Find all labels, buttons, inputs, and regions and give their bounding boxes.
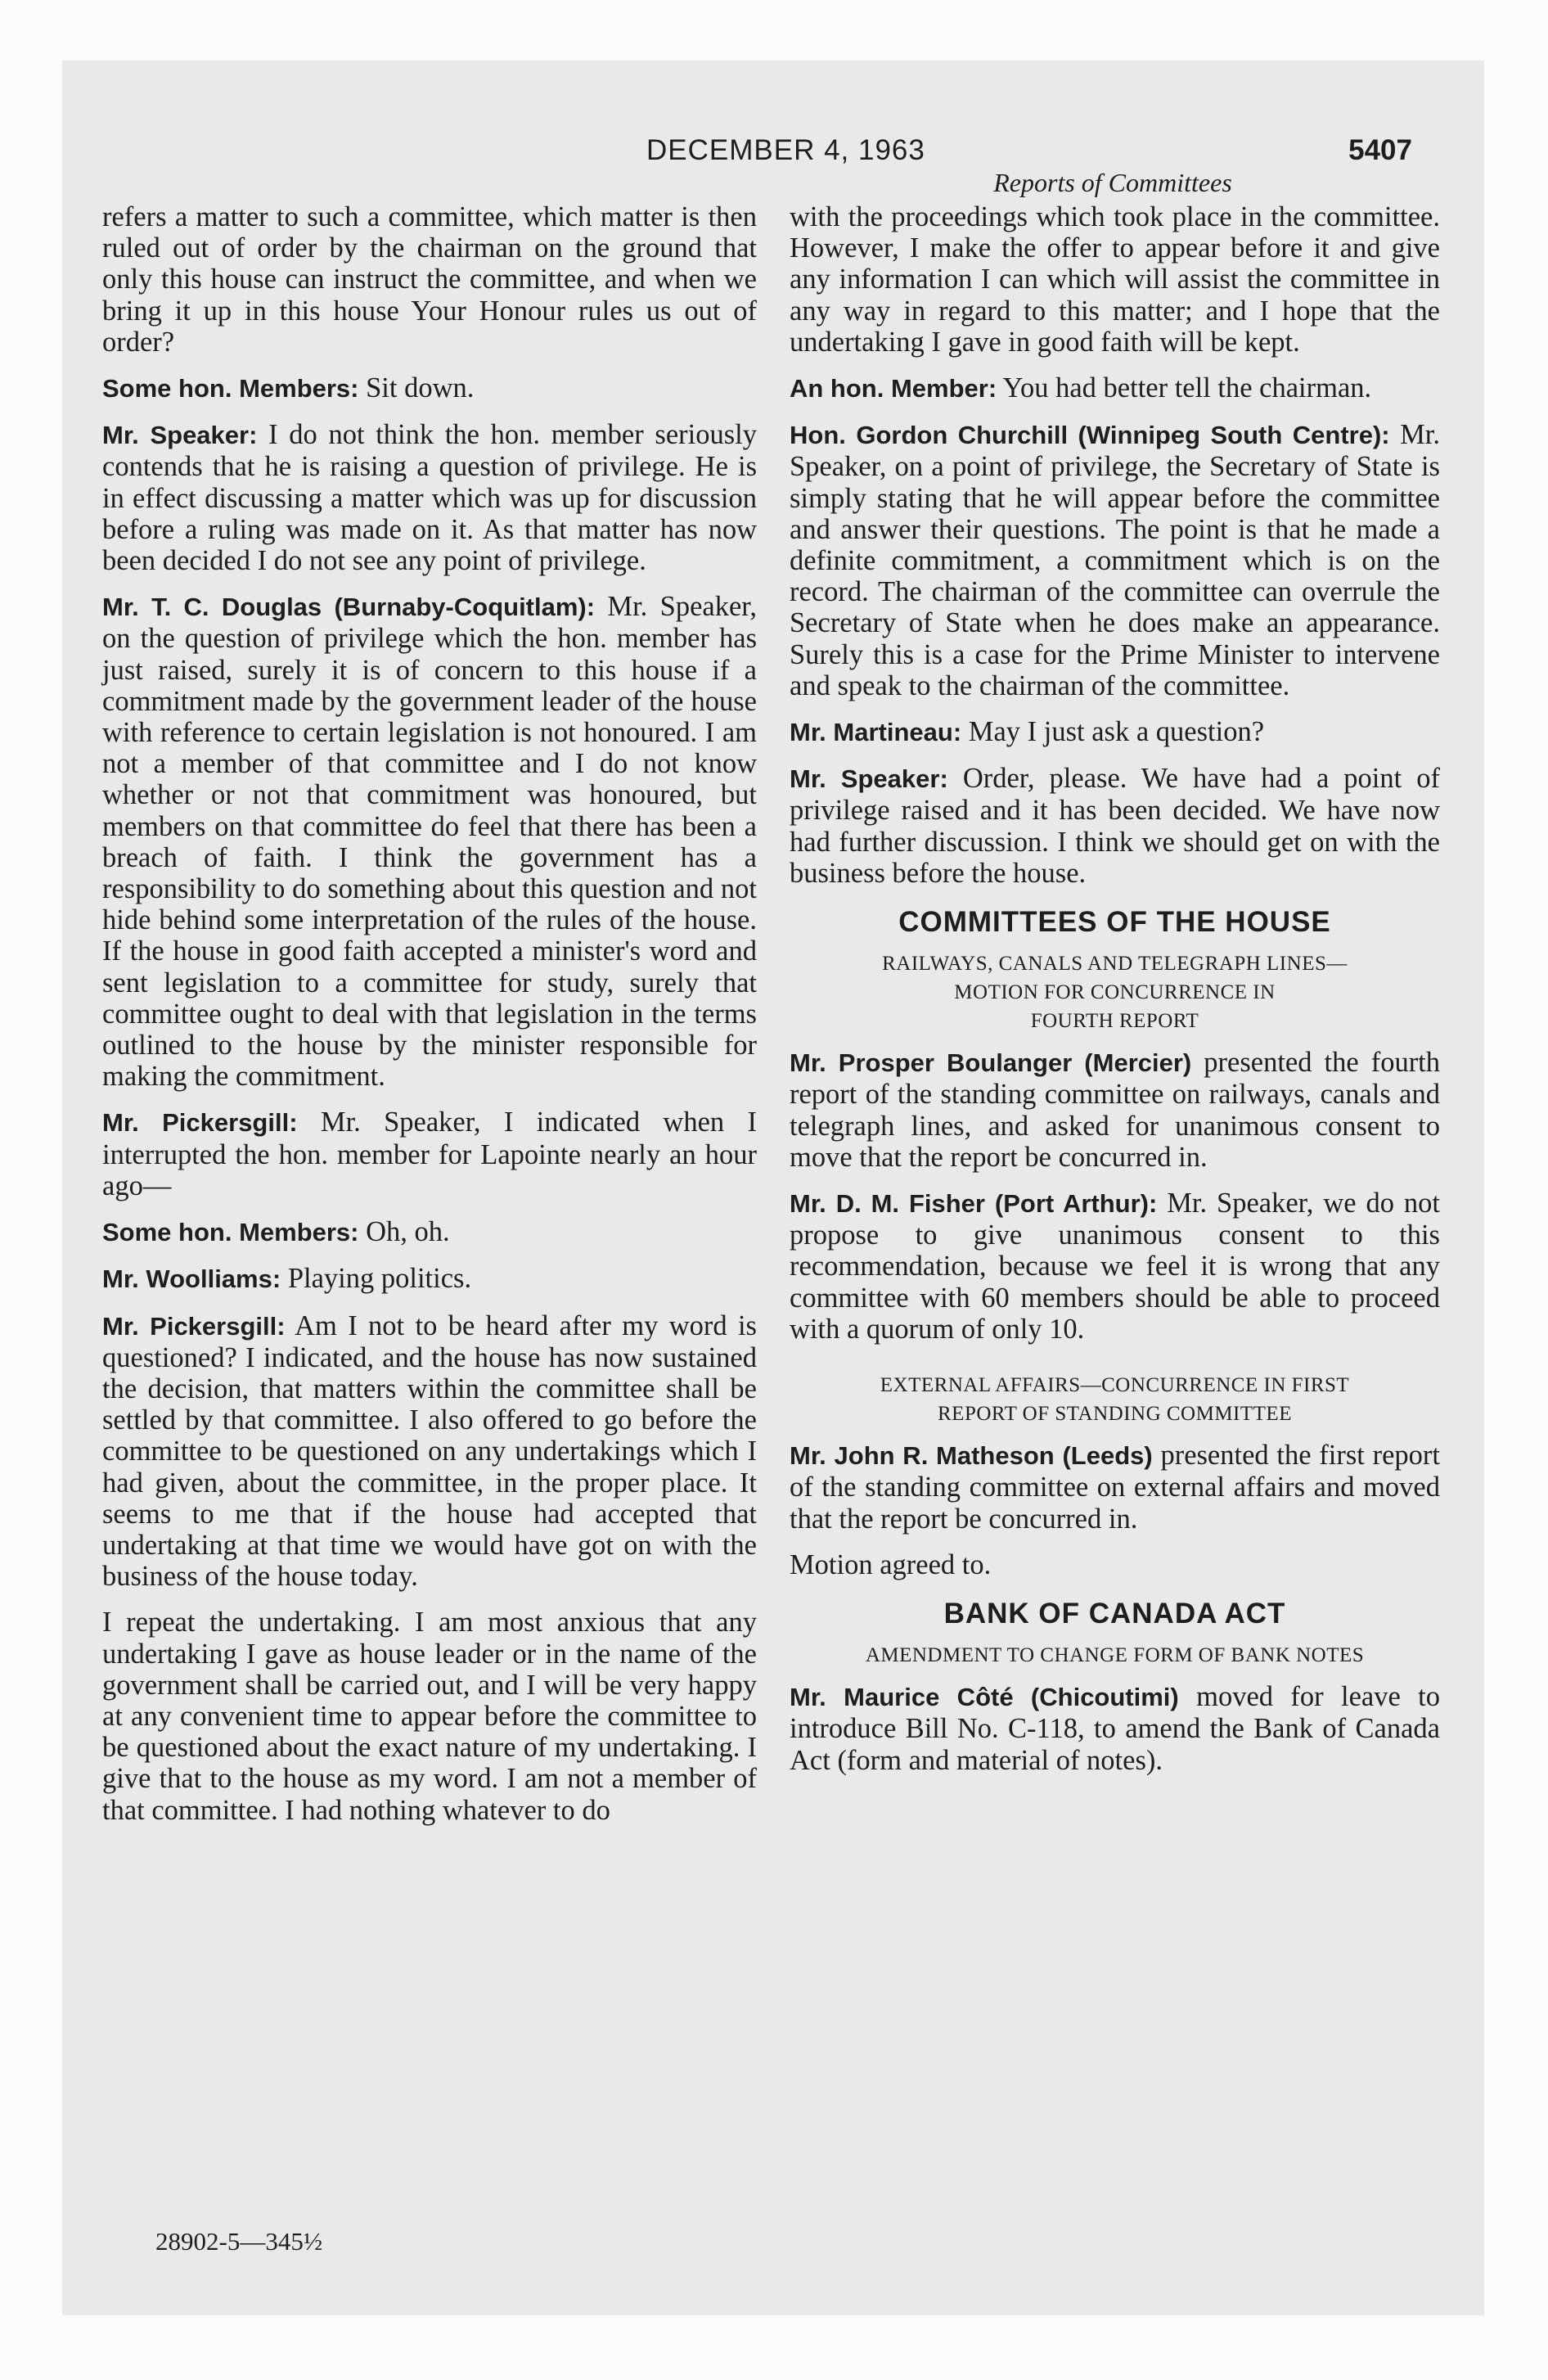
speaker-name: Mr. John R. Matheson (Leeds) xyxy=(790,1441,1153,1471)
header-date: DECEMBER 4, 1963 xyxy=(646,134,925,166)
paragraph xyxy=(102,1310,757,1593)
paragraph xyxy=(102,201,757,358)
paragraph-text: Mr. Speaker, on a point of privilege, the Secretary of State is simply stating that he will appear before the committee and answer their questions. The point is that he made a definite commitment, a commitment which is on the record. The chairman of the committee can overrule the Secretary of State when he does make an appearance. Surely this is a case for the Prime Minister to intervene and speak to the chairman of the committee. xyxy=(790,419,1440,701)
bank-notes-subheading xyxy=(790,1641,1440,1670)
speaker-name: Mr. Martineau: xyxy=(790,718,962,747)
paragraph-text: with the proceedings which took place in the committee. However, I make the offer to appear before it and give any information I can which will assist the committee in any way in regard to this matter; and I hope that the undertaking I gave in good faith will be kept. xyxy=(790,201,1440,358)
committees-heading: COMMITTEES OF THE HOUSE xyxy=(898,906,1331,939)
paragraph xyxy=(790,1047,1440,1173)
paragraph-text: Mr. Speaker, I indicated when I interrupted the hon. member for Lapointe nearly an hour ago— xyxy=(102,1107,757,1201)
speaker-name: Hon. Gordon Churchill (Winnipeg South Centre): xyxy=(790,421,1390,450)
speaker-name: Some hon. Members: xyxy=(102,1218,359,1247)
paragraph-text: presented the fourth report of the standing committee on railways, canals and telegraph lines, and asked for unanimous consent to move that the report be concurred in. xyxy=(790,1047,1441,1173)
subheading-line: EXTERNAL AFFAIRS—CONCURRENCE IN FIRST xyxy=(880,1374,1350,1397)
subheading-line: RAILWAYS, CANALS AND TELEGRAPH LINES— xyxy=(882,953,1348,976)
railways-subheading xyxy=(790,949,1440,1035)
paragraph-text: refers a matter to such a committee, which matter is then ruled out of order by the chairman on the ground that only this house can instruct the committee, and when we bring it up in this house Your Honour rules us out of order? xyxy=(102,201,757,358)
subheading-line: FOURTH REPORT xyxy=(1030,1010,1199,1033)
paragraph-text: Mr. Speaker, we do not propose to give unanimous consent to this recommendation, because we feel it is wrong that any committee with 60 members should be able to proceed with a quorum of only 10. xyxy=(790,1188,1440,1345)
speaker-name: Mr. Speaker: xyxy=(790,764,948,794)
paragraph-text: Oh, oh. xyxy=(366,1216,450,1248)
external-affairs-subheading xyxy=(790,1371,1440,1428)
subheading-line: MOTION FOR CONCURRENCE IN xyxy=(954,981,1276,1004)
page-number: 5407 xyxy=(1348,134,1412,166)
page-header xyxy=(0,134,1548,167)
subheading-line: AMENDMENT TO CHANGE FORM OF BANK NOTES xyxy=(865,1644,1365,1667)
paragraph-text: Sit down. xyxy=(366,372,475,404)
speaker-name: Mr. T. C. Douglas (Burnaby-Coquitlam): xyxy=(102,593,596,622)
speaker-name: Some hon. Members: xyxy=(102,374,359,403)
section-title: Reports of Committees xyxy=(993,168,1232,197)
paragraph xyxy=(790,201,1440,358)
paragraph-text: Order, please. We have had a point of privilege raised and it has been decided. We have now had further discussion. I think we should get on with the business before the house. xyxy=(790,763,1440,889)
paragraph xyxy=(790,372,1440,404)
paragraph xyxy=(790,1681,1440,1776)
paragraph-text: May I just ask a question? xyxy=(968,716,1265,748)
paragraph xyxy=(102,419,757,576)
paragraph-text: Playing politics. xyxy=(287,1263,472,1295)
paragraph-text: Am I not to be heard after my word is questioned? I indicated, and the house has now sustained the decision, that matters within the committee shall be settled by that committee. I also offered to go before the committee to be questioned on any undertakings which I had given, about the committee, in the proper place. It seems to me that if the house had accepted that undertaking at that time we would have got on with the business of the house today. xyxy=(102,1309,757,1593)
paragraph xyxy=(790,716,1440,748)
paragraph xyxy=(102,1107,757,1201)
right-column xyxy=(790,201,1440,1791)
bank-act-heading: BANK OF CANADA ACT xyxy=(943,1597,1286,1629)
paragraph-text: presented the first report of the standing committee on external affairs and moved that the report be concurred in. xyxy=(790,1440,1440,1535)
paragraph xyxy=(102,1263,757,1295)
paragraph xyxy=(790,1549,1440,1580)
paragraph xyxy=(790,419,1440,701)
footer-code: 28902-5—345½ xyxy=(155,2227,323,2256)
speaker-name: An hon. Member: xyxy=(790,374,997,403)
paragraph xyxy=(790,1440,1440,1535)
speaker-name: Mr. D. M. Fisher (Port Arthur): xyxy=(790,1189,1158,1219)
speaker-name: Mr. Prosper Boulanger (Mercier) xyxy=(790,1048,1192,1078)
paragraph-text: I do not think the hon. member seriously contends that he is raising a question of privilege. He is in effect discussing a matter which was up for discussion before a ruling was made on it. As that matter has now been decided I do not see any point of privilege. xyxy=(102,419,757,577)
speaker-name: Mr. Speaker: xyxy=(102,421,258,450)
paragraph-text: Motion agreed to. xyxy=(790,1548,992,1580)
speaker-name: Mr. Pickersgill: xyxy=(102,1311,286,1341)
paragraph xyxy=(102,1607,757,1825)
speaker-name: Mr. Maurice Côté (Chicoutimi) xyxy=(790,1683,1179,1712)
paragraph-text: You had better tell the chairman. xyxy=(1002,372,1372,404)
paragraph-text: moved for leave to introduce Bill No. C-118, to amend the Bank of Canada Act (form and material of notes). xyxy=(790,1681,1441,1776)
paragraph xyxy=(102,591,757,1092)
paragraph xyxy=(790,763,1440,889)
paragraph xyxy=(790,1188,1440,1345)
paragraph-text: Mr. Speaker, on the question of privilege which the hon. member has just raised, surely it is of concern to this house if a commitment made by the government leader of the house with reference to certain legislation is not honoured. I am not a member of that committee and I do not know whether or not that commitment was honoured, but members on that committee do feel that there has been a breach of faith. I think the government has a responsibility to do something about this question and not hide behind some interpretation of the rules of the house. If the house in good faith accepted a minister's word and sent legislation to a committee for study, surely that committee ought to deal with that legislation in the terms outlined to the house by the minister responsible for making the commitment. xyxy=(102,591,758,1093)
paragraph xyxy=(102,1216,757,1248)
paragraph xyxy=(102,372,757,404)
paragraph-text: I repeat the undertaking. I am most anxious that any undertaking I gave as house leader or in the name of the government shall be carried out, and I will be very happy at any convenient time to appear before the committee to be questioned about the exact nature of my undertaking. I give that to the house as my word. I am not a member of that committee. I had nothing whatever to do xyxy=(102,1607,757,1826)
speaker-name: Mr. Pickersgill: xyxy=(102,1108,298,1138)
left-column xyxy=(102,201,757,1841)
speaker-name: Mr. Woolliams: xyxy=(102,1264,281,1294)
subheading-line: REPORT OF STANDING COMMITTEE xyxy=(938,1403,1292,1426)
